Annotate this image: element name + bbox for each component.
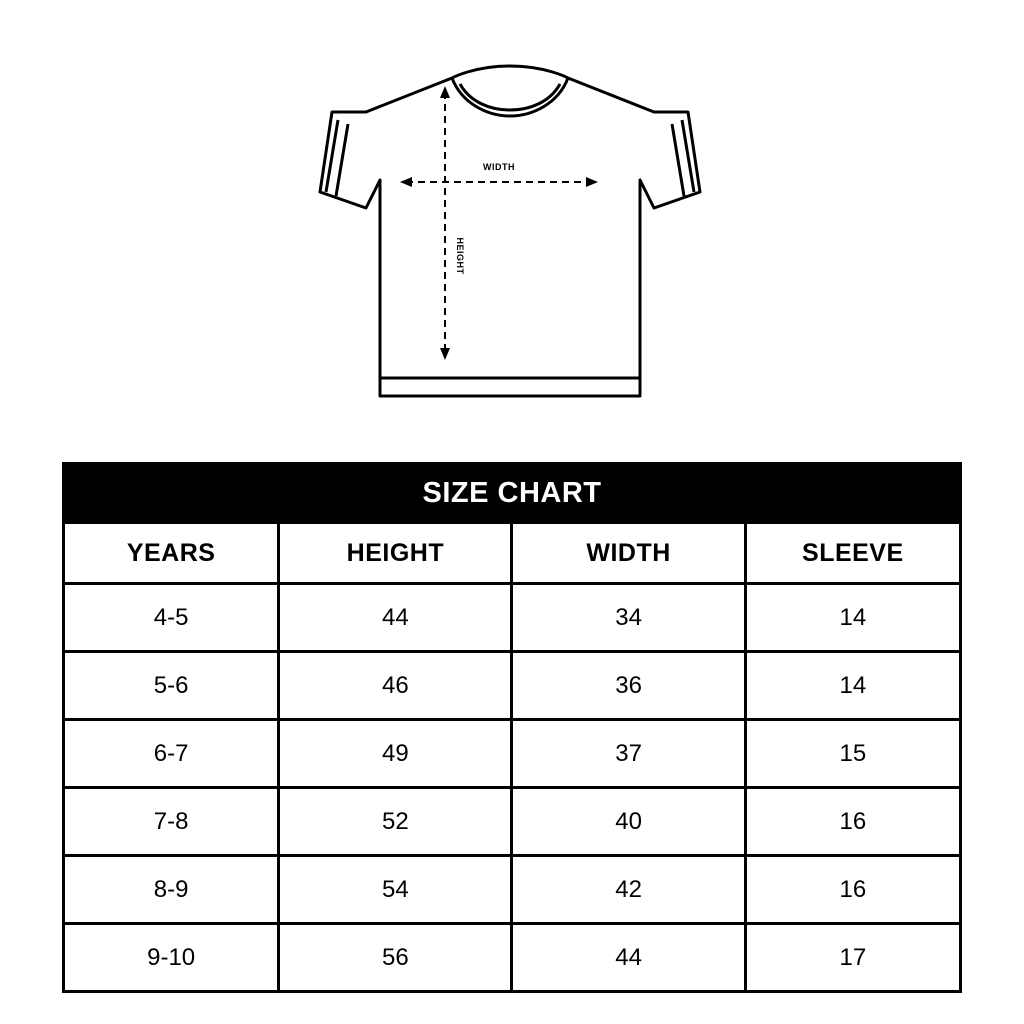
cell-years: 7-8: [64, 788, 279, 856]
table-row: [64, 652, 961, 720]
cell-years: 4-5: [64, 584, 279, 652]
cell-width: 37: [512, 720, 745, 788]
table-row: [64, 720, 961, 788]
cell-height: 44: [279, 584, 512, 652]
cell-height: 49: [279, 720, 512, 788]
height-label: HEIGHT: [455, 237, 465, 275]
cell-width: 40: [512, 788, 745, 856]
cell-sleeve: 16: [745, 856, 960, 924]
cell-width: 42: [512, 856, 745, 924]
width-label: WIDTH: [483, 162, 515, 172]
cell-height: 46: [279, 652, 512, 720]
cell-height: 54: [279, 856, 512, 924]
size-chart-table: [62, 462, 962, 993]
table-row: [64, 856, 961, 924]
table-row: [64, 584, 961, 652]
cell-sleeve: 17: [745, 924, 960, 992]
table-title-row: [64, 464, 961, 523]
cell-width: 36: [512, 652, 745, 720]
column-header-years: YEARS: [64, 523, 279, 584]
cell-years: 5-6: [64, 652, 279, 720]
table-header-row: [64, 523, 961, 584]
column-header-sleeve: SLEEVE: [745, 523, 960, 584]
column-header-height: HEIGHT: [279, 523, 512, 584]
cell-years: 6-7: [64, 720, 279, 788]
chart-title: SIZE CHART: [64, 464, 961, 523]
cell-sleeve: 15: [745, 720, 960, 788]
cell-height: 52: [279, 788, 512, 856]
cell-width: 34: [512, 584, 745, 652]
column-header-width: WIDTH: [512, 523, 745, 584]
cell-sleeve: 16: [745, 788, 960, 856]
cell-sleeve: 14: [745, 584, 960, 652]
cell-sleeve: 14: [745, 652, 960, 720]
cell-width: 44: [512, 924, 745, 992]
table-row: [64, 924, 961, 992]
cell-height: 56: [279, 924, 512, 992]
t-shirt-measurement-diagram: [0, 60, 1024, 440]
cell-years: 9-10: [64, 924, 279, 992]
t-shirt-illustration: [302, 60, 722, 420]
cell-years: 8-9: [64, 856, 279, 924]
table-row: [64, 788, 961, 856]
